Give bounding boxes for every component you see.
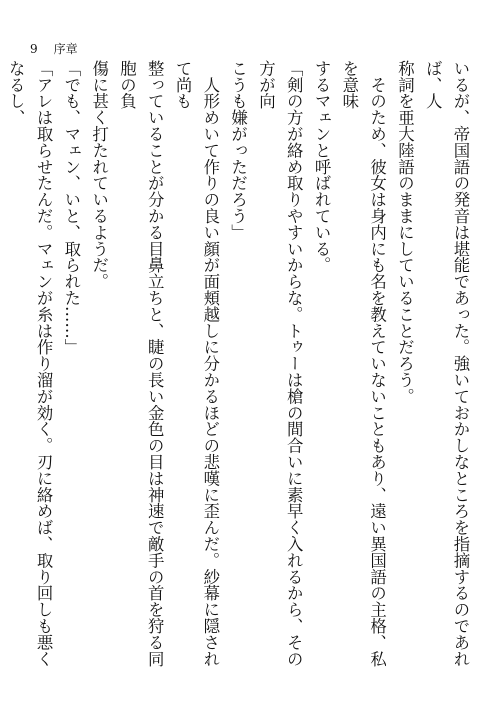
vertical-text-body: [6, 60, 474, 680]
text-line: こうも嫌がっただろう」: [228, 60, 248, 241]
text-line: 称詞を亜大陸語のままにしていることだろう。: [395, 60, 415, 405]
text-line: 「アレは取らせたんだ。マェンが糸は作り溜が効く。刃に絡めば、取り回しも悪くなるし、: [6, 60, 54, 667]
text-line: 人形めいて作りの良い顔が面頬越しに分かるほどの悲嘆に歪んだ。紗幕に隠されて尚も: [173, 60, 220, 667]
text-line: いるが、帝国語の発音は堪能であった。強いておかしなところを指摘するのであれば、人: [423, 60, 470, 667]
text-line: 「剣の方が絡め取りやすいからな。トゥーは槍の間合いに素早く入れるから、その方が向: [256, 60, 304, 667]
text-line: するマェンと呼ばれている。: [312, 60, 332, 274]
page-header: [30, 40, 78, 57]
text-line: 「でも、マェン、いと、取られた……」: [61, 60, 81, 356]
text-line: 傷に甚く打たれているようだ。: [89, 60, 109, 290]
page-number: 9: [30, 42, 38, 56]
chapter-title: 序章: [53, 42, 78, 56]
text-line: 整っていることが分かる目鼻立ちと、睫の長い金色の目は神速で敵手の首を狩る同胞の負: [117, 60, 165, 667]
text-line: [0, 60, 1, 680]
text-line: そのため、彼女は身内にも名を教えていないこともあり、遠い異国語の主格、私を意味: [339, 60, 387, 667]
